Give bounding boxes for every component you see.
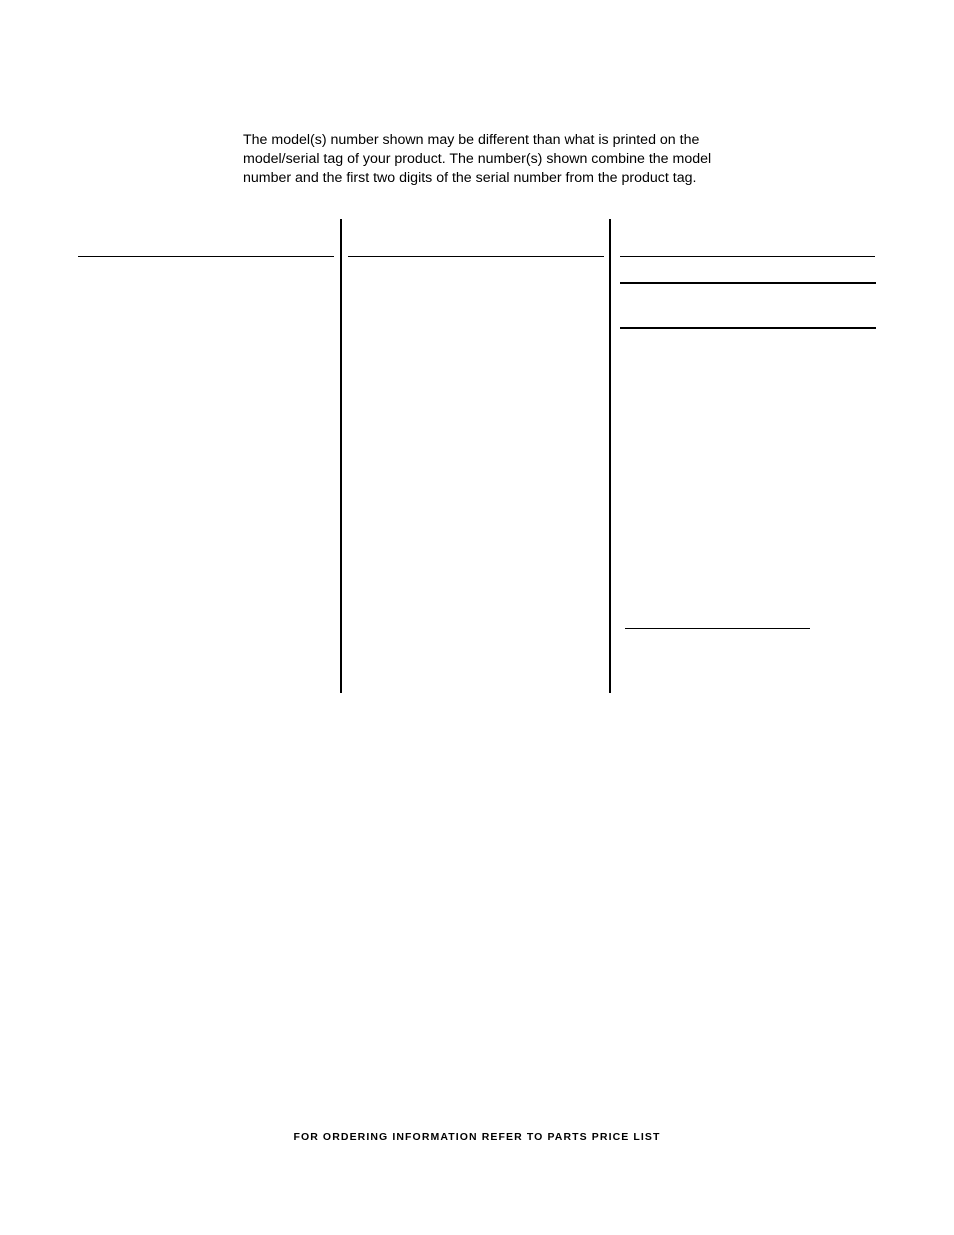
column-1-header-rule	[78, 256, 334, 257]
column-divider-right	[609, 219, 611, 693]
column-3-short-rule	[625, 628, 810, 629]
notice-line-3: number and the first two digits of the serial number from the product tag.	[243, 170, 697, 186]
column-3-rule-3	[620, 327, 876, 329]
notice-line-1: The model(s) number shown may be different than what is printed on the	[243, 132, 700, 148]
column-3-header-rule	[620, 256, 875, 257]
model-number-notice	[243, 131, 763, 188]
ordering-information-footer: FOR ORDERING INFORMATION REFER TO PARTS PRICE LIST	[293, 1131, 661, 1143]
column-divider-left	[340, 219, 342, 693]
column-3-rule-2	[620, 282, 876, 284]
column-2-header-rule	[348, 256, 604, 257]
notice-line-2: model/serial tag of your product. The number(s) shown combine the model	[243, 151, 712, 167]
